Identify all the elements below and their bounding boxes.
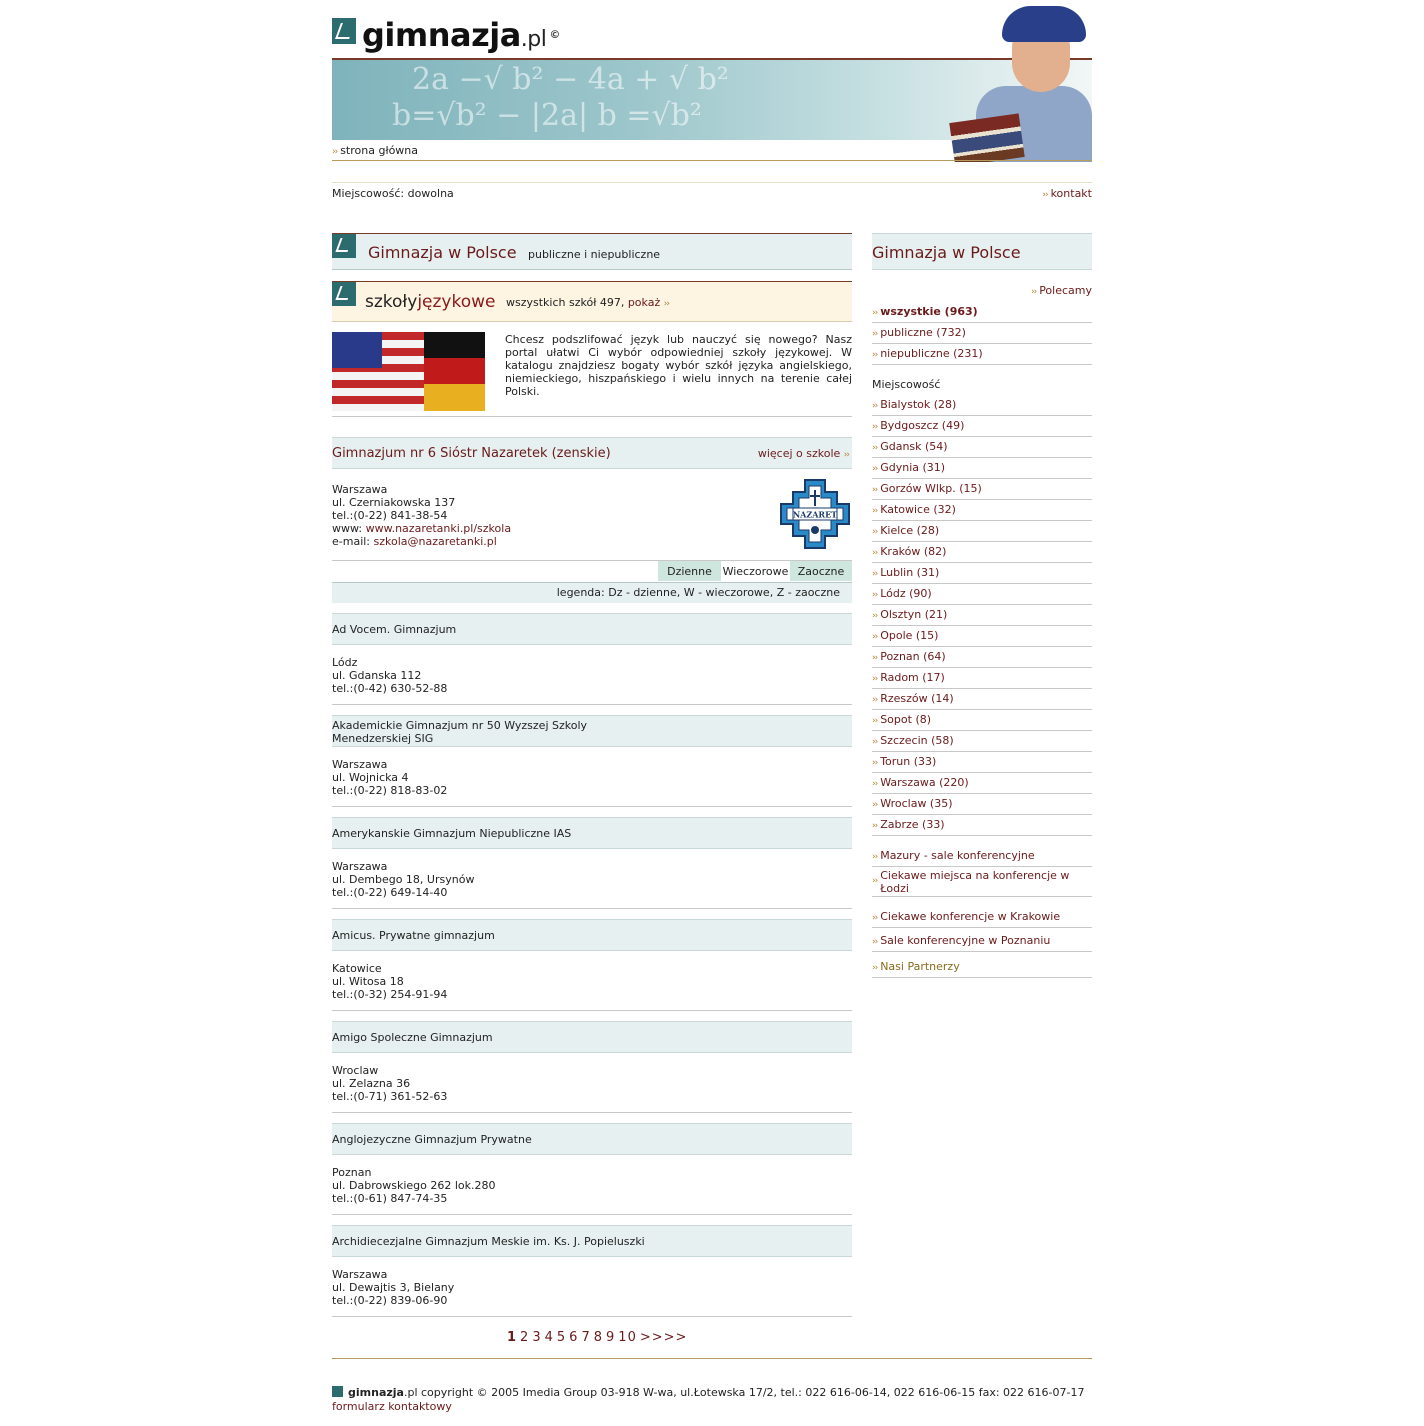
flags-image[interactable] xyxy=(332,332,485,411)
sidebar-city[interactable]: ›› Rzeszów (14) xyxy=(872,689,1092,710)
sidebar-extra-link[interactable]: ›› Ciekawe konferencje w Krakowie xyxy=(872,907,1092,928)
double-chevron-icon: ›› xyxy=(663,299,669,309)
double-chevron-icon: ›› xyxy=(1042,190,1048,200)
page-link[interactable]: 3 xyxy=(532,1330,542,1345)
page-link-current[interactable]: 1 xyxy=(507,1330,518,1345)
box-title: Gimnazja w Polsce xyxy=(368,243,517,262)
header xyxy=(332,0,1092,162)
featured-phone: tel.:(0-22) 841-38-54 xyxy=(332,509,448,522)
mode-evening: Wieczorowe xyxy=(721,561,790,581)
school-street: ul. Dabrowskiego 262 lok.280 xyxy=(332,1179,496,1192)
school-phone: tel.:(0-22) 649-14-40 xyxy=(332,886,448,899)
school-name-bar[interactable] xyxy=(332,715,852,747)
school-city: Wroclaw xyxy=(332,1064,379,1077)
sidebar-city[interactable]: ›› Gorzów Wlkp. (15) xyxy=(872,479,1092,500)
logo-main: gimnazja xyxy=(362,16,521,54)
nazaret-logo-text: NAZARET xyxy=(792,509,838,520)
recommended-link[interactable]: Polecamy xyxy=(1039,284,1092,297)
page-link[interactable]: 4 xyxy=(544,1330,554,1345)
double-chevron-icon: ›› xyxy=(332,147,338,157)
school-city: Warszawa xyxy=(332,758,388,771)
sidebar-city[interactable]: ›› Poznan (64) xyxy=(872,647,1092,668)
sidebar-city[interactable]: ›› Radom (17) xyxy=(872,668,1092,689)
double-chevron-icon: ›› xyxy=(872,590,878,600)
double-chevron-icon: ›› xyxy=(872,611,878,621)
divider xyxy=(332,1010,852,1011)
breadcrumb-home-link[interactable]: strona główna xyxy=(340,144,419,157)
double-chevron-icon: ›› xyxy=(872,329,878,339)
double-chevron-icon: ›› xyxy=(872,963,878,973)
sidebar-city[interactable]: ›› Torun (33) xyxy=(872,752,1092,773)
school-phone: tel.:(0-71) 361-52-63 xyxy=(332,1090,448,1103)
language-schools-show-link[interactable]: pokaż xyxy=(627,296,661,309)
next-pages-link[interactable]: >>>> xyxy=(639,1330,688,1345)
page-link[interactable]: 10 xyxy=(618,1330,637,1345)
footer-divider xyxy=(332,1358,1092,1359)
page-link[interactable]: 8 xyxy=(593,1330,604,1345)
school-city: Warszawa xyxy=(332,1268,388,1281)
box-subtitle: publiczne i niepubliczne xyxy=(528,248,661,261)
double-chevron-icon: ›› xyxy=(872,821,878,831)
featured-school-info xyxy=(332,483,511,548)
promo-text: Chcesz podszlifować język lub nauczyć się nowego? Nasz portal ułatwi Ci wybór odpowiedniej szkoły językowej. W katalogu znajdziesz bogaty wybór szkół języka angielskiego, niemieckiego, hiszpańskiego i wielu innych na terenie całej Polski. xyxy=(505,333,852,398)
school-street: ul. Dewajtis 3, Bielany xyxy=(332,1281,455,1294)
school-name-bar[interactable] xyxy=(332,817,852,849)
pen-icon xyxy=(332,234,356,258)
featured-city: Warszawa xyxy=(332,483,388,496)
school-street: ul. Gdanska 112 xyxy=(332,669,422,682)
featured-school-name[interactable]: Gimnazjum nr 6 Sióstr Nazaretek (zenskie) xyxy=(332,446,611,461)
double-chevron-icon: ›› xyxy=(872,401,878,411)
location-label: Miejscowość: dowolna xyxy=(332,187,454,200)
mode-daily: Dzienne xyxy=(658,561,721,581)
double-chevron-icon: ›› xyxy=(872,569,878,579)
footer-brand: gimnazja xyxy=(348,1386,404,1399)
divider xyxy=(332,908,852,909)
sidebar-city[interactable]: ›› Kraków (82) xyxy=(872,542,1092,563)
school-name-bar[interactable] xyxy=(332,919,852,951)
modes-legend: legenda: Dz - dzienne, W - wieczorowe, Z - zaoczne xyxy=(332,582,852,603)
divider xyxy=(332,1214,852,1215)
divider xyxy=(332,1316,852,1317)
double-chevron-icon: ›› xyxy=(872,350,878,360)
sidebar-city[interactable]: ›› Lódz (90) xyxy=(872,584,1092,605)
school-name[interactable]: Akademickie Gimnazjum nr 50 Wyzszej Szkoly Menedzerskiej SIG xyxy=(332,719,588,745)
breadcrumb xyxy=(332,144,418,157)
school-street: ul. Dembego 18, Ursynów xyxy=(332,873,475,886)
pagination xyxy=(507,1330,690,1345)
header-boy-image xyxy=(932,0,1092,162)
double-chevron-icon: ›› xyxy=(1030,287,1037,297)
page-link[interactable]: 9 xyxy=(606,1330,616,1345)
site-logo[interactable] xyxy=(332,18,560,52)
header-banner: 2a −√ b² − 4a + √ b² b=√b² − |2a| b =√b² xyxy=(332,60,1092,140)
sidebar-extra-link[interactable]: ›› Mazury - sale konferencyjne xyxy=(872,846,1092,867)
school-phone: tel.:(0-22) 839-06-90 xyxy=(332,1294,448,1307)
divider xyxy=(332,704,852,705)
double-chevron-icon: ›› xyxy=(872,779,878,789)
sidebar-extra-link[interactable]: ›› Sale konferencyjne w Poznaniu xyxy=(872,931,1092,952)
sidebar-city[interactable]: ›› Opole (15) xyxy=(872,626,1092,647)
sidebar-item-public[interactable]: ›› publiczne (732) xyxy=(872,323,1092,344)
contact-form-link[interactable]: formularz kontaktowy xyxy=(332,1400,452,1413)
sidebar-city[interactable]: ›› Zabrze (33) xyxy=(872,815,1092,836)
double-chevron-icon: ›› xyxy=(872,852,878,862)
sidebar-city[interactable]: ›› Bialystok (28) xyxy=(872,395,1092,416)
double-chevron-icon: ›› xyxy=(872,913,878,923)
double-chevron-icon: ›› xyxy=(872,653,878,663)
sidebar-city[interactable]: ›› Lublin (31) xyxy=(872,563,1092,584)
sidebar-city[interactable]: ›› Katowice (32) xyxy=(872,500,1092,521)
city-section-label: Miejscowość xyxy=(872,378,941,391)
featured-www-label: www: xyxy=(332,522,363,535)
contact-link[interactable]: kontakt xyxy=(1050,187,1092,200)
double-chevron-icon: ›› xyxy=(872,716,878,726)
school-phone: tel.:(0-42) 630-52-88 xyxy=(332,682,448,695)
language-schools-box xyxy=(332,281,852,322)
header-bottom-line xyxy=(332,160,1092,161)
double-chevron-icon: ›› xyxy=(872,800,878,810)
divider xyxy=(332,416,852,417)
double-chevron-icon: ›› xyxy=(872,737,878,747)
page-link[interactable]: 2 xyxy=(520,1330,530,1345)
gimnazja-header-box xyxy=(332,233,852,270)
sidebar-city[interactable]: ›› Olsztyn (21) xyxy=(872,605,1092,626)
mode-extramural: Zaoczne xyxy=(790,561,852,581)
sidebar-partners-link[interactable]: ›› Nasi Partnerzy xyxy=(872,957,1092,978)
language-schools-count: wszystkich szkół 497, xyxy=(506,296,625,309)
sidebar-city[interactable]: ›› Gdansk (54) xyxy=(872,437,1092,458)
language-schools-title: szkołyjęzykowe xyxy=(365,292,496,312)
divider xyxy=(332,806,852,807)
double-chevron-icon: ›› xyxy=(872,485,878,495)
double-chevron-icon: ›› xyxy=(872,506,878,516)
page-link[interactable]: 6 xyxy=(569,1330,579,1345)
sidebar-city[interactable]: ›› Bydgoszcz (49) xyxy=(872,416,1092,437)
sidebar-city[interactable]: ›› Szczecin (58) xyxy=(872,731,1092,752)
location-divider xyxy=(332,182,1092,183)
double-chevron-icon: ›› xyxy=(872,548,878,558)
pen-icon xyxy=(332,282,356,306)
school-city: Katowice xyxy=(332,962,382,975)
school-name[interactable]: Amigo Spoleczne Gimnazjum xyxy=(332,1030,493,1044)
footer xyxy=(332,1386,1092,1414)
double-chevron-icon: ›› xyxy=(872,758,878,768)
school-name-bar[interactable] xyxy=(332,1225,852,1257)
school-name[interactable]: Ad Vocem. Gimnazjum xyxy=(332,622,457,636)
sidebar-city[interactable]: ›› Kielce (28) xyxy=(872,521,1092,542)
double-chevron-icon: ›› xyxy=(843,450,849,460)
school-name[interactable]: Archidiecezjalne Gimnazjum Meskie im. Ks. J. Popieluszki xyxy=(332,1234,645,1248)
double-chevron-icon: ›› xyxy=(872,308,878,318)
school-name[interactable]: Amerykanskie Gimnazjum Niepubliczne IAS xyxy=(332,826,572,840)
double-chevron-icon: ›› xyxy=(872,632,878,642)
divider xyxy=(332,1112,852,1113)
sidebar-title: Gimnazja w Polsce xyxy=(872,243,1021,262)
school-name-bar[interactable] xyxy=(332,1123,852,1155)
sidebar-header xyxy=(872,233,1092,270)
school-phone: tel.:(0-22) 818-83-02 xyxy=(332,784,448,797)
double-chevron-icon: ›› xyxy=(872,527,878,537)
double-chevron-icon: ›› xyxy=(872,443,878,453)
logo-suffix: .pl xyxy=(520,27,547,52)
school-street: ul. Zelazna 36 xyxy=(332,1077,411,1090)
page-link[interactable]: 5 xyxy=(556,1330,567,1345)
double-chevron-icon: ›› xyxy=(872,422,878,432)
double-chevron-icon: ›› xyxy=(872,674,878,684)
sidebar-extra-link[interactable]: ›› Ciekawe miejsca na konferencje w Łodzi xyxy=(872,867,1092,897)
study-modes xyxy=(658,561,852,581)
footer-copyright: copyright © 2005 Imedia Group 03-918 W-wa, ul.Łotewska 17/2, tel.: 022 616-06-14, 022 616-06-15 fax: 022 616-07-17 xyxy=(417,1386,1085,1399)
sidebar-city[interactable]: ›› Wroclaw (35) xyxy=(872,794,1092,815)
logo-copyright: © xyxy=(549,28,560,41)
featured-school-bar xyxy=(332,437,852,469)
sidebar-item-nonpublic[interactable]: ›› niepubliczne (231) xyxy=(872,344,1092,365)
double-chevron-icon: ›› xyxy=(872,937,878,947)
school-street: ul. Wojnicka 4 xyxy=(332,771,409,784)
sidebar-city[interactable]: ›› Gdynia (31) xyxy=(872,458,1092,479)
logo-pen-icon xyxy=(332,18,356,44)
featured-www-link[interactable]: www.nazaretanki.pl/szkola xyxy=(365,522,512,535)
location-bar xyxy=(332,187,1092,200)
footer-square-icon xyxy=(332,1386,343,1397)
more-about-school-link[interactable]: więcej o szkole xyxy=(757,447,841,460)
sidebar-city[interactable]: ›› Warszawa (220) xyxy=(872,773,1092,794)
featured-email-label: e-mail: xyxy=(332,535,371,548)
sidebar-item-all[interactable]: ›› wszystkie (963) xyxy=(872,302,1092,323)
school-phone: tel.:(0-61) 847-74-35 xyxy=(332,1192,448,1205)
footer-brand-suffix: .pl xyxy=(403,1386,418,1399)
sidebar-city[interactable]: ›› Sopot (8) xyxy=(872,710,1092,731)
school-name[interactable]: Amicus. Prywatne gimnazjum xyxy=(332,928,495,942)
school-city: Lódz xyxy=(332,656,358,669)
school-name-bar[interactable] xyxy=(332,613,852,645)
double-chevron-icon: ›› xyxy=(872,876,878,886)
school-name[interactable]: Anglojezyczne Gimnazjum Prywatne xyxy=(332,1132,532,1146)
school-phone: tel.:(0-32) 254-91-94 xyxy=(332,988,448,1001)
school-city: Poznan xyxy=(332,1166,372,1179)
school-street: ul. Witosa 18 xyxy=(332,975,404,988)
nazaret-logo[interactable] xyxy=(779,478,851,550)
page-link[interactable]: 7 xyxy=(581,1330,591,1345)
double-chevron-icon: ›› xyxy=(872,695,878,705)
featured-email-link[interactable]: szkola@nazaretanki.pl xyxy=(373,535,497,548)
featured-street: ul. Czerniakowska 137 xyxy=(332,496,456,509)
school-name-bar[interactable] xyxy=(332,1021,852,1053)
double-chevron-icon: ›› xyxy=(872,464,878,474)
school-city: Warszawa xyxy=(332,860,388,873)
